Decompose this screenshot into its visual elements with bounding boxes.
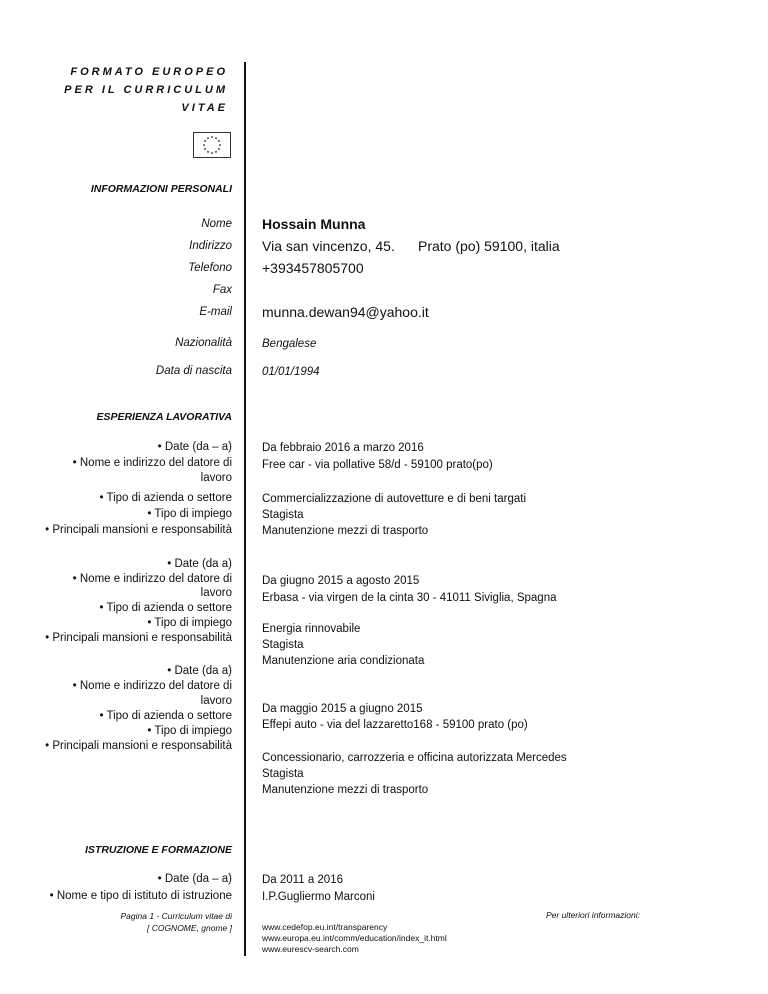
job3-type: Stagista [262,768,304,780]
job1-label-employer: • Nome e indirizzo del datore di [72,457,232,469]
value-telefono: +393457805700 [262,260,364,276]
job1-duties: Manutenzione mezzi di trasporto [262,525,429,537]
job2-label-type: • Tipo di impiego [147,617,232,629]
label-fax: Fax [212,284,232,296]
job1-date: Da febbraio 2016 a marzo 2016 [262,442,424,454]
footer-links [262,922,447,955]
label-indirizzo: Indirizzo [189,240,232,252]
section-title-experience: ESPERIENZA LAVORATIVA [96,411,232,423]
job2-label-date: • Date (da a) [167,558,232,570]
edu-label-institute: • Nome e tipo di istituto di istruzione [49,890,232,902]
edu-institute: I.P.Gugliermo Marconi [262,891,375,903]
job2-label-employer: • Nome e indirizzo del datore di [72,573,232,585]
job2-duties: Manutenzione aria condizionata [262,655,425,667]
footer-link-eurescv[interactable]: www.eurescv-search.com [262,944,359,954]
job2-label-employer-cont: lavoro [200,587,232,599]
cv-title-line-3: VITAE [181,102,228,114]
cv-title-line-1: FORMATO EUROPEO [70,66,228,78]
job3-label-type: • Tipo di impiego [147,725,232,737]
job2-sector: Energia rinnovabile [262,623,361,635]
job3-duties: Manutenzione mezzi di trasporto [262,784,429,796]
job1-type: Stagista [262,509,304,521]
job1-label-sector: • Tipo di azienda o settore [99,492,232,504]
job2-type: Stagista [262,639,304,651]
job3-sector: Concessionario, carrozzeria e officina autorizzata Mercedes [262,752,567,764]
label-data-nascita: Data di nascita [155,365,232,377]
job2-label-duties: • Principali mansioni e responsabilità [45,632,232,644]
footer-page-line1: Pagina 1 - Curriculum vitae di [120,911,232,921]
job1-sector: Commercializzazione di autovetture e di beni targati [262,493,526,505]
value-nazionalita: Bengalese [262,338,317,350]
footer-more-info-note: Per ulteriori informazioni: [545,910,640,920]
job2-label-sector: • Tipo di azienda o settore [99,602,232,614]
footer-link-europa[interactable]: www.europa.eu.int/comm/education/index_it.html [262,933,447,943]
job1-label-date: • Date (da – a) [157,441,232,453]
vertical-divider [244,62,246,956]
job1-employer: Free car - via pollative 58/d - 59100 prato(po) [262,459,493,471]
job3-label-duties: • Principali mansioni e responsabilità [45,740,232,752]
footer-link-cedefop[interactable]: www.cedefop.eu.int/transparency [262,922,388,932]
job3-employer: Effepi auto - via del lazzaretto168 - 59100 prato (po) [262,719,528,731]
job1-label-type: • Tipo di impiego [147,508,232,520]
eu-flag-logo [193,132,231,158]
job3-label-sector: • Tipo di azienda o settore [99,710,232,722]
label-telefono: Telefono [188,262,232,274]
job3-date: Da maggio 2015 a giugno 2015 [262,703,423,715]
job1-label-duties: • Principali mansioni e responsabilità [45,524,232,536]
label-email: E-mail [199,306,232,318]
label-nome: Nome [201,218,232,230]
job3-label-employer-cont: lavoro [200,695,232,707]
value-indirizzo-city: Prato (po) 59100, italia [418,238,560,254]
value-nome: Hossain Munna [262,216,366,232]
footer-page-line2: [ COGNOME, gnome ] [146,923,232,933]
label-nazionalita: Nazionalità [175,337,232,349]
job2-employer: Erbasa - via virgen de la cinta 30 - 41011 Siviglia, Spagna [262,592,557,604]
cv-title-line-2: PER IL CURRICULUM [64,84,228,96]
value-email: munna.dewan94@yahoo.it [262,304,429,320]
job3-label-employer: • Nome e indirizzo del datore di [72,680,232,692]
section-title-personal: INFORMAZIONI PERSONALI [90,183,232,195]
edu-date: Da 2011 a 2016 [262,874,343,886]
footer-page-info [121,910,233,934]
job3-label-date: • Date (da a) [167,665,232,677]
value-indirizzo: Via san vincenzo, 45. [262,238,395,254]
job2-date: Da giugno 2015 a agosto 2015 [262,575,420,587]
edu-label-date: • Date (da – a) [157,873,232,885]
value-data-nascita: 01/01/1994 [262,366,320,378]
job1-label-employer-cont: lavoro [200,472,232,484]
section-title-education: ISTRUZIONE E FORMAZIONE [85,844,232,856]
